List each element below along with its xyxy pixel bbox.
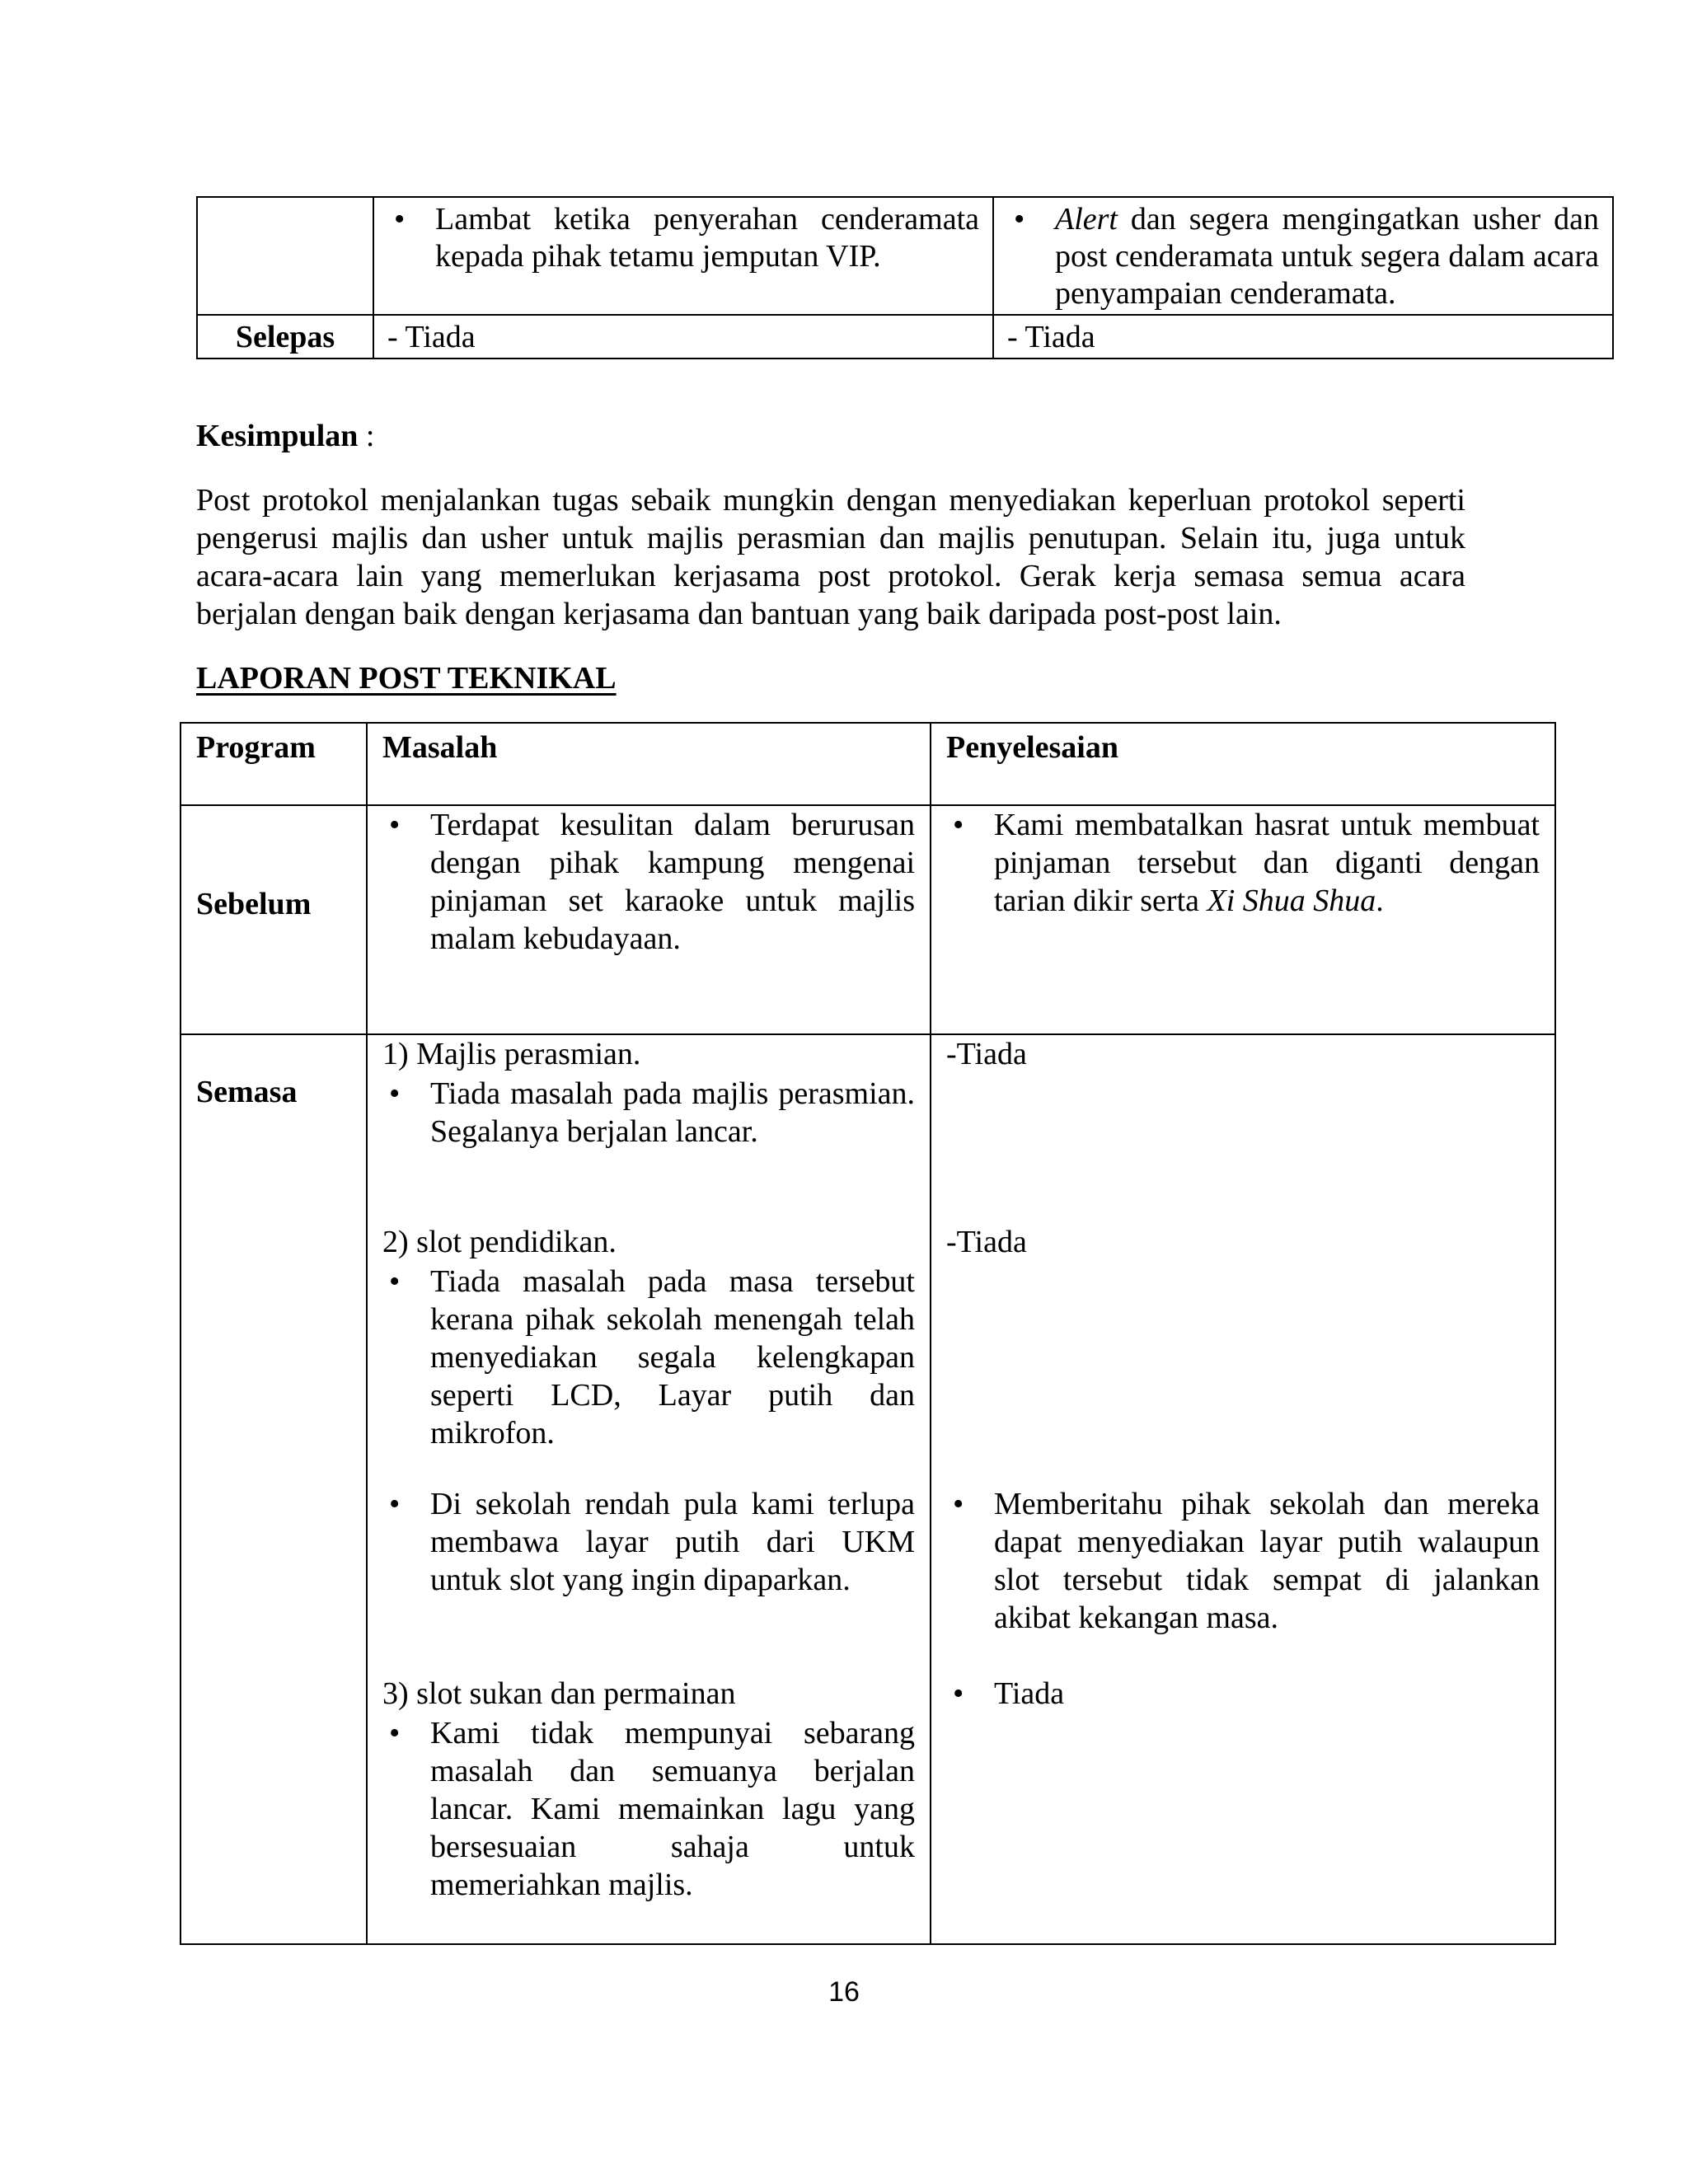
list-item: • Kami tidak mempunyai sebarang masalah dan semuanya berjalan lancar. Kami memainkan lagu yang bersesuaian sahaja untuk memeriahkan majlis. — [382, 1714, 915, 1904]
table-cell-masalah: - Tiada — [373, 315, 993, 359]
list-item-text: dan segera mengingatkan usher dan post cenderamata untuk segera dalam acara penyampaian cenderamata. — [1055, 202, 1599, 311]
row-label: Semasa — [196, 1075, 298, 1109]
masalah-cell — [367, 805, 931, 1034]
table-row-semasa — [181, 1034, 1555, 1944]
table-cell-penyelesaian — [993, 197, 1613, 315]
row-label: Sebelum — [196, 887, 312, 921]
list-item — [1007, 201, 1599, 312]
item-title: 1) Majlis perasmian. — [382, 1037, 641, 1071]
continued-table — [196, 196, 1614, 359]
list-item-text: . — [1376, 883, 1384, 918]
page-number: 16 — [828, 1976, 860, 2008]
table-row-sebelum — [181, 805, 1555, 1034]
table-cell-penyelesaian: - Tiada — [993, 315, 1613, 359]
row-label-cell — [181, 805, 367, 1034]
header-program: Program — [181, 723, 367, 805]
table-cell-label: Selepas — [197, 315, 373, 359]
item-title: 3) slot sukan dan permainan — [382, 1676, 736, 1711]
kesimpulan-colon: : — [358, 419, 375, 453]
penyelesaian-cell — [931, 1034, 1555, 1944]
list-item-text: Kami membatalkan hasrat untuk membuat pinjaman tersebut dan diganti dengan tarian dikir serta — [994, 808, 1540, 918]
list-item: • Terdapat kesulitan dalam berurusan dengan pihak kampung mengenai pinjaman set karaoke untuk majlis malam kebudayaan. — [382, 806, 915, 958]
solution-text: -Tiada — [946, 1225, 1027, 1259]
list-item: • Tiada masalah pada majlis perasmian. Segalanya berjalan lancar. — [382, 1075, 915, 1151]
item-title: 2) slot pendidikan. — [382, 1225, 617, 1259]
kesimpulan-heading — [196, 417, 374, 455]
kesimpulan-paragraph: Post protokol menjalankan tugas sebaik mungkin dengan menyediakan keperluan protokol seperti pengerusi majlis dan usher untuk majlis perasmian dan majlis penutupan. Selain itu, juga untuk acara-acara lain yang memerlukan kerjasama post protokol. Gerak kerja semasa semua acara berjalan dengan baik dengan kerjasama dan bantuan yang baik daripada post-post lain. — [196, 483, 1465, 631]
table-row — [197, 315, 1613, 359]
table-cell-masalah — [373, 197, 993, 315]
section-heading: LAPORAN POST TEKNIKAL — [196, 661, 617, 696]
solution-text: -Tiada — [946, 1037, 1027, 1071]
table-header-row — [181, 723, 1555, 805]
header-penyelesaian: Penyelesaian — [931, 723, 1555, 805]
list-item: • Tiada — [946, 1675, 1540, 1713]
table-row — [197, 197, 1613, 315]
masalah-cell — [367, 1034, 931, 1944]
header-masalah: Masalah — [367, 723, 931, 805]
kesimpulan-heading-text: Kesimpulan — [196, 419, 359, 453]
list-item: • Memberitahu pihak sekolah dan mereka dapat menyediakan layar putih walaupun slot tersebut tidak sempat di jalankan akibat kekangan masa. — [946, 1485, 1540, 1637]
laporan-table — [180, 722, 1556, 1945]
list-item: • Lambat ketika penyerahan cenderamata kepada pihak tetamu jemputan VIP. — [387, 201, 979, 275]
list-item: • Tiada masalah pada masa tersebut kerana pihak sekolah menengah telah menyediakan segala kelengkapan seperti LCD, Layar putih dan mikrofon. — [382, 1263, 915, 1452]
row-label-cell — [181, 1034, 367, 1944]
table-cell-label — [197, 197, 373, 315]
italic-term: Xi Shua Shua — [1207, 883, 1376, 918]
italic-term: Alert — [1055, 202, 1118, 237]
list-item — [946, 806, 1540, 920]
penyelesaian-cell — [931, 805, 1555, 1034]
list-item: • Di sekolah rendah pula kami terlupa membawa layar putih dari UKM untuk slot yang ingin dipaparkan. — [382, 1485, 915, 1599]
